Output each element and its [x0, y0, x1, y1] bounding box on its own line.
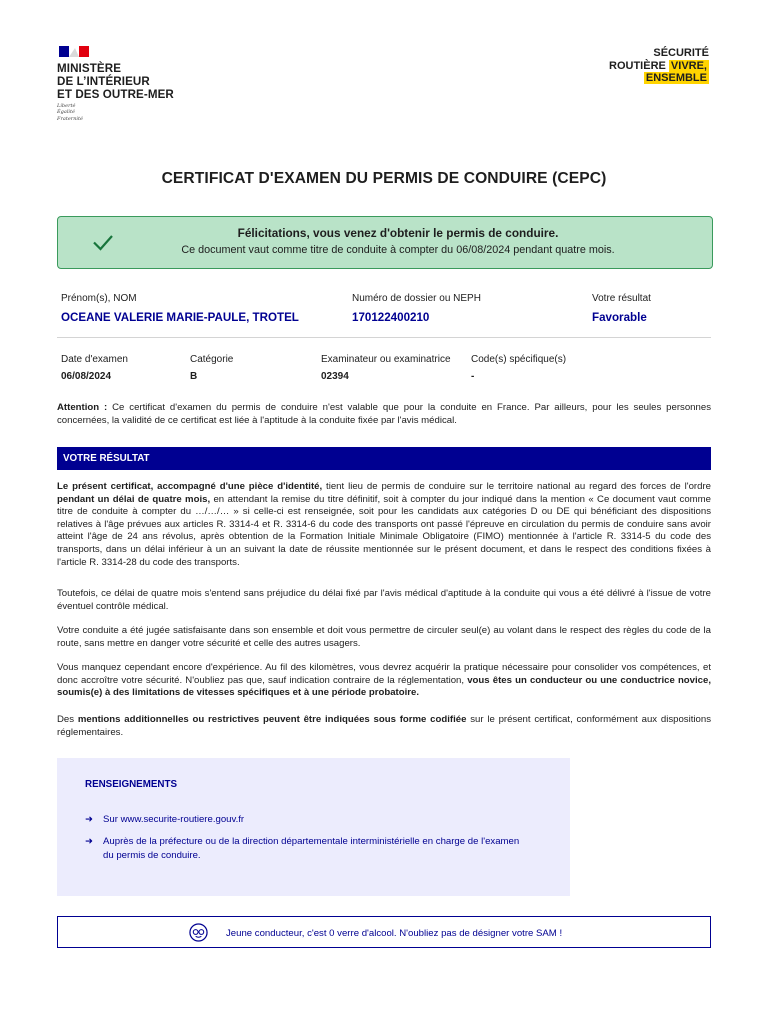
- ministry-line-3: ET DES OUTRE-MER: [57, 88, 174, 101]
- attention-text: Ce certificat d'examen du permis de conduire n'est valable que pour la conduite en France. Par ailleurs, pour les seules personnes concernées, la validité de ce certificat est liée à l'aptitude à la conduite fixée par l'avis médical.: [57, 402, 711, 426]
- p1-text-b: tient lieu de permis de conduire sur le territoire national au regard des forces de l'ordre: [322, 481, 711, 492]
- section-title: VOTRE RÉSULTAT: [63, 453, 150, 464]
- motto-fraternite: Fraternité: [57, 115, 83, 122]
- name-label: Prénom(s), NOM: [61, 293, 137, 304]
- sam-reminder-text: Jeune conducteur, c'est 0 verre d'alcool. N'oubliez pas de désigner votre SAM !: [226, 928, 563, 939]
- paragraph-mentions: [57, 714, 711, 739]
- ministry-line-2: DE L’INTÉRIEUR: [57, 75, 150, 88]
- attention-lead: Attention :: [57, 402, 108, 413]
- info-link-website[interactable]: [85, 813, 545, 827]
- examiner-value: 02394: [321, 371, 349, 382]
- paragraph-novice-driver: [57, 662, 711, 700]
- arrow-right-icon: ➜: [85, 836, 94, 847]
- result-value: Favorable: [592, 311, 647, 324]
- section-header: [57, 447, 711, 470]
- file-number-value: 170122400210: [352, 311, 430, 324]
- result-label: Votre résultat: [592, 293, 651, 304]
- paragraph-medical-delay: Toutefois, ce délai de quatre mois s'entend sans préjudice du délai fixé par l'avis médical d'aptitude à la conduite qui vous a été délivré à l'issue de votre éventuel contrôle médical.: [57, 588, 711, 612]
- banner-subtitle: Ce document vaut comme titre de conduite à compter du 06/08/2024 pendant quatre mois.: [181, 244, 615, 256]
- attention-paragraph: [57, 402, 711, 427]
- examiner-label: Examinateur ou examinatrice: [321, 354, 451, 365]
- paragraph-driving-assessment: Votre conduite a été jugée satisfaisante dans son ensemble et doit vous permettre de circuler seul(e) au volant dans le respect des règles du code de la route, sans mettre en danger votre sécurité et celle des autres usagers.: [57, 625, 711, 649]
- info-item-1-text: Sur www.securite-routiere.gouv.fr: [103, 814, 245, 825]
- sr-line-1: SÉCURITÉ: [653, 47, 709, 59]
- sr-line-2a: ROUTIÈRE: [609, 59, 666, 72]
- banner-title: Félicitations, vous venez d'obtenir le permis de conduire.: [237, 226, 559, 240]
- ministry-line-1: MINISTÈRE: [57, 62, 122, 75]
- p4-text-a: Vous manquez cependant encore d'expérience. Au fil des kilomètres, vous devrez acquérir la pratique nécessaire pour consolider vos compétences, et donc accroître votre sécurité. N'oubliez pas que, sauf indication contraire de la réglementation,: [57, 662, 711, 686]
- info-item-prefecture: [85, 835, 545, 863]
- info-box: [57, 758, 570, 896]
- p1-text-d: en attendant la remise du titre définitif, soit à compter du jour indiqué dans la mention « Ce document vaut comme titre de conduite à compter du …/…/… » si celle-ci est renseignée, soit pour les candidats aux catégories D ou DE qui bénéficiant des dispositions relatives à l'âge prévues aux articles R. 3314-4 et R. 3314-6 du code des transports ont passé l'épreuve en circulation du permis de conduire sans avoir atteint l'âge de 24 ans révolus, après obtention de la Formation Initiale Minimale Obligatoire (FIMO) mentionnée à l'article R. 3314-5 du code des transports, dans un délai inférieur à un an suivant la date de réussite mentionnée sur le présent document, et dans le respect des conditions fixées à l'article R. 3314-28 du code des transports.: [57, 493, 711, 568]
- name-value: OCEANE VALERIE MARIE-PAULE, TROTEL: [61, 311, 299, 324]
- sam-reminder-box: [57, 916, 711, 948]
- success-banner: [57, 216, 713, 269]
- p5-text-c: sur le présent certificat, conformément aux dispositions réglementaires.: [57, 714, 711, 738]
- motto-liberte: Liberté: [57, 103, 76, 109]
- french-flag-logo: [59, 46, 89, 57]
- p1-bold-a: Le présent certificat, accompagné d'une pièce d'identité,: [57, 481, 323, 492]
- paragraph-certificate-validity: [57, 481, 711, 569]
- sam-glasses-icon: [189, 923, 208, 942]
- page-title: CERTIFICAT D'EXAMEN DU PERMIS DE CONDUIRE (CEPC): [161, 170, 607, 187]
- republic-motto: [57, 103, 83, 122]
- category-value: B: [190, 371, 198, 382]
- divider: [57, 337, 711, 338]
- specific-codes-label: Code(s) spécifique(s): [471, 354, 567, 365]
- p4-bold-b: vous êtes un conducteur ou une conductrice novice, soumis(e) à des limitations de vitesses spécifiques et à une période probatoire.: [57, 674, 711, 699]
- category-label: Catégorie: [190, 354, 234, 365]
- sr-line-3: ENSEMBLE: [645, 72, 707, 84]
- ministry-name: [57, 62, 174, 101]
- arrow-right-icon: ➜: [85, 814, 94, 825]
- securite-routiere-logo: [609, 47, 709, 85]
- sr-line-2b: VIVRE,: [670, 59, 707, 72]
- exam-date-value: 06/08/2024: [61, 371, 112, 382]
- file-number-label: Numéro de dossier ou NEPH: [352, 293, 481, 304]
- p1-bold-c: pendant un délai de quatre mois,: [57, 493, 211, 505]
- info-title: RENSEIGNEMENTS: [85, 779, 177, 790]
- p5-text-a: Des: [57, 714, 78, 725]
- exam-date-label: Date d'examen: [61, 354, 128, 365]
- specific-codes-value: -: [471, 371, 475, 382]
- p5-bold-b: mentions additionnelles ou restrictives peuvent être indiquées sous forme codifiée: [77, 714, 467, 725]
- info-item-2-text: Auprès de la préfecture ou de la direction départementale interministérielle en charge de l'examen du permis de conduire.: [103, 836, 520, 861]
- motto-egalite: Égalité: [57, 109, 75, 116]
